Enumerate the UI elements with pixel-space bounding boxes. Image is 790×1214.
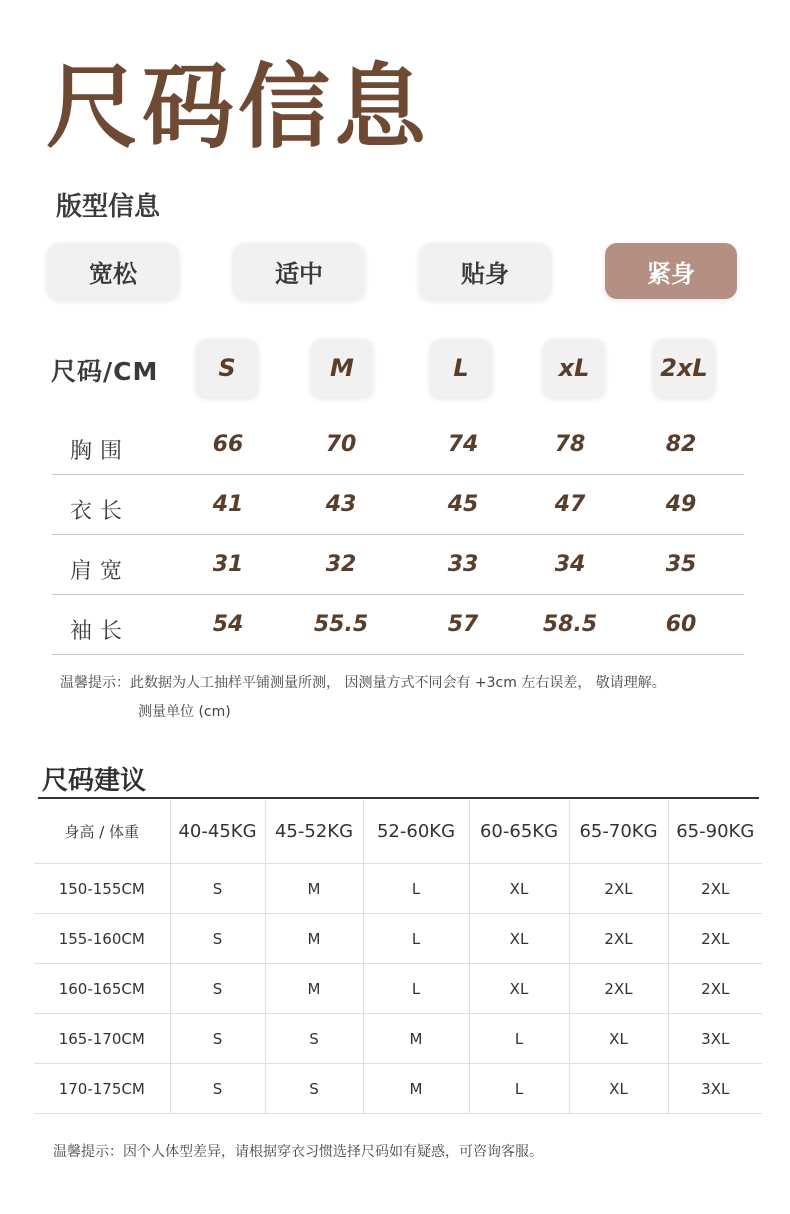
weight-header: 52-60KG	[363, 800, 469, 864]
measurement-label: 肩宽	[70, 559, 131, 584]
size-cell: L	[363, 964, 469, 1014]
measurement-value: 49	[665, 492, 697, 517]
size-cell: 2XL	[668, 914, 762, 964]
height-cell: 170-175CM	[34, 1064, 170, 1114]
size-cell: S	[265, 1064, 363, 1114]
size-cell: 2XL	[668, 864, 762, 914]
measurement-value: 34	[554, 552, 586, 577]
size-cell: L	[469, 1064, 569, 1114]
suggestion-divider	[38, 797, 759, 799]
measurement-value: 31	[212, 552, 244, 577]
weight-header: 40-45KG	[170, 800, 265, 864]
corner-header: 身高 / 体重	[34, 800, 170, 864]
measurement-value: 78	[554, 432, 586, 457]
table-row	[34, 1064, 762, 1114]
measurement-label: 胸围	[70, 439, 131, 464]
measurement-row-sleeve	[52, 594, 744, 655]
measurement-value: 57	[447, 612, 479, 637]
weight-header: 65-90KG	[668, 800, 762, 864]
size-unit-label: 尺码/CM	[51, 357, 159, 386]
measurement-value: 60	[665, 612, 697, 637]
fit-heading: 版型信息	[56, 192, 161, 222]
size-header-l: L	[430, 339, 492, 397]
size-cell: 3XL	[668, 1014, 762, 1064]
measurement-label: 袖长	[70, 619, 131, 644]
size-cell: M	[363, 1064, 469, 1114]
weight-header: 65-70KG	[569, 800, 668, 864]
size-cell: M	[363, 1014, 469, 1064]
measurement-value: 32	[325, 552, 357, 577]
size-cell: XL	[469, 964, 569, 1014]
size-cell: 3XL	[668, 1064, 762, 1114]
fit-option-loose: 宽松	[47, 243, 179, 299]
measurement-row-shoulder	[52, 534, 744, 595]
measurement-value: 54	[212, 612, 244, 637]
measurement-row-chest	[52, 414, 744, 475]
size-header-2xl: 2xL	[653, 339, 715, 397]
table-row	[34, 964, 762, 1014]
size-cell: XL	[469, 864, 569, 914]
size-cell: S	[170, 914, 265, 964]
measurement-row-length	[52, 474, 744, 535]
height-cell: 160-165CM	[34, 964, 170, 1014]
measurement-value: 47	[554, 492, 586, 517]
size-cell: XL	[569, 1064, 668, 1114]
size-header-m: M	[311, 339, 373, 397]
size-cell: S	[170, 1064, 265, 1114]
size-cell: M	[265, 864, 363, 914]
size-cell: S	[170, 964, 265, 1014]
measurement-value: 35	[665, 552, 697, 577]
size-cell: 2XL	[668, 964, 762, 1014]
height-cell: 150-155CM	[34, 864, 170, 914]
size-cell: S	[170, 1014, 265, 1064]
fit-option-tight-selected: 紧身	[605, 243, 737, 299]
measurement-label: 衣长	[70, 499, 131, 524]
size-cell: L	[363, 864, 469, 914]
measurement-value: 45	[447, 492, 479, 517]
size-cell: M	[265, 914, 363, 964]
height-cell: 155-160CM	[34, 914, 170, 964]
weight-header: 45-52KG	[265, 800, 363, 864]
suggestion-note: 温馨提示：因个人体型差异，请根据穿衣习惯选择尺码如有疑惑，可咨询客服。	[53, 1144, 543, 1160]
table-row	[34, 914, 762, 964]
size-cell: M	[265, 964, 363, 1014]
measurement-value: 70	[325, 432, 357, 457]
measurement-unit-note: 测量单位 (cm)	[138, 704, 231, 720]
table-row	[34, 864, 762, 914]
measurement-value: 33	[447, 552, 479, 577]
size-cell: S	[265, 1014, 363, 1064]
page-title: 尺码信息	[46, 54, 431, 161]
fit-option-fitted: 贴身	[419, 243, 551, 299]
measurement-value: 43	[325, 492, 357, 517]
measurement-value: 82	[665, 432, 697, 457]
measurement-value: 66	[212, 432, 244, 457]
height-cell: 165-170CM	[34, 1014, 170, 1064]
size-cell: 2XL	[569, 914, 668, 964]
table-row	[34, 1014, 762, 1064]
measurement-value: 41	[212, 492, 244, 517]
table-header-row	[34, 800, 762, 864]
size-cell: 2XL	[569, 864, 668, 914]
measurement-value: 58.5	[542, 612, 598, 637]
weight-header: 60-65KG	[469, 800, 569, 864]
fit-option-regular: 适中	[233, 243, 365, 299]
measurement-value: 55.5	[313, 612, 369, 637]
measurement-value: 74	[447, 432, 479, 457]
size-cell: XL	[569, 1014, 668, 1064]
suggestion-title: 尺码建议	[42, 766, 147, 796]
size-cell: L	[363, 914, 469, 964]
size-header-s: S	[196, 339, 258, 397]
size-header-xl: xL	[543, 339, 605, 397]
size-suggestion-table	[34, 800, 762, 1114]
size-cell: XL	[469, 914, 569, 964]
size-cell: L	[469, 1014, 569, 1064]
size-cell: 2XL	[569, 964, 668, 1014]
measurement-note: 温馨提示：此数据为人工抽样平铺测量所测， 因测量方式不同会有 +3cm 左右误差， 敬请理解。	[60, 675, 666, 691]
size-cell: S	[170, 864, 265, 914]
